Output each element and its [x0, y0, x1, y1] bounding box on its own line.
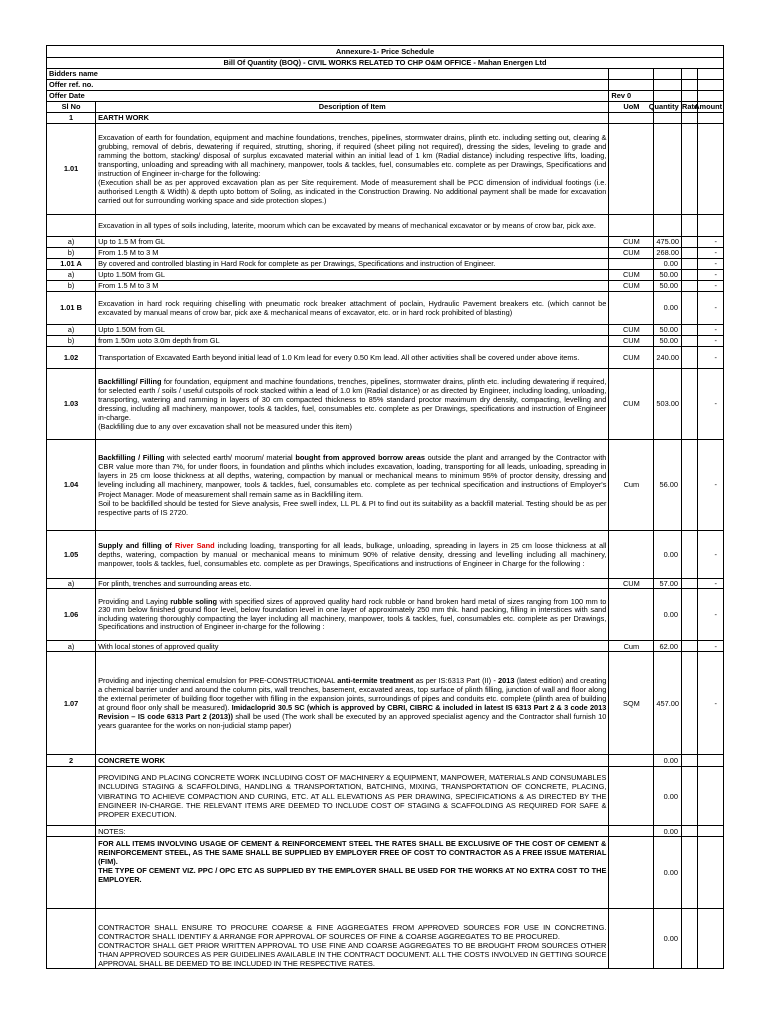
table-row: FOR ALL ITEMS INVOLVING USAGE OF CEMENT & REINFORCEMENT STEEL THE RATES SHALL BE EXCLUSIVE OF THE COST OF CEMENT & REINFORCEMENT STEEL, AS THE SAME SHALL BE SUPPLIED BY EMPLOYER FREE OF COST TO CONTRACTOR AS A FREE ISSUE MATERIAL (FIM). THE TYPE OF CEMENT VIZ. PPC / OPC ETC AS SUPPLIED BY THE EMPLOYER SHALL BE USED FOR THE WORKS AT NO EXTRA COST TO THE EMPLOYER. 0.00: [47, 837, 724, 909]
table-row: a) Up to 1.5 M from GL CUM 475.00 -: [47, 237, 724, 248]
section-row: 2 CONCRETE WORK 0.00: [47, 755, 724, 767]
offer-date-row: [47, 91, 724, 102]
table-row: a) For plinth, trenches and surrounding areas etc. CUM 57.00 -: [47, 579, 724, 589]
annexure-title: Annexure-1- Price Schedule: [47, 46, 724, 58]
table-row: 1.01 Excavation of earth for foundation, equipment and machine foundations, trenches, pipelines, stormwater drains, plinth etc. including setting out, clearing & grubbing, removal of debris, dewatering if required, strutting, shoring, if required (sheet piling not required), dressing the sides, leveling to grade and ramming the bottom, stacking/ disposal of surplus excavated material within an initial lead of 1 km (Radial distance) including respective lifts, loading, transporting, unloading and spreading with all machinery, manpower, tools & tackles, fuel, consumables etc. complete as per Drawings, Specifications and instruction of Engineer in-charge for the following: (Execution shall be as per approved excavation plan as per Site requirement. Mode of measurement shall be PCC dimension of individual footings (i.e. authorised Length & Width) & depth upto bottom of Soling, as indicated in the Construction Drawing. No additional payment shall be made for excavation carried out for surrounding working space and side protection slopes.): [47, 124, 724, 215]
col-description: Description of Item: [96, 102, 609, 113]
table-row: b) From 1.5 M to 3 M CUM 50.00 -: [47, 281, 724, 292]
bidders-name-row: [47, 69, 724, 80]
table-row: Excavation in all types of soils including, laterite, moorum which can be excavated by means of mechanical excavator or by means of crow bar, pick axe.: [47, 215, 724, 237]
table-row: PROVIDING AND PLACING CONCRETE WORK INCLUDING COST OF MACHINERY & EQUIPMENT, MANPOWER, MATERIALS AND CONSUMABLES INCLUDING STAGING & SCAFFOLDING, HANDLING & TRANSPORTATION, BATCHING, MIXING, TRANSPORTATION OF CONCRETE, PLACING, VIBRATING TO ACHIEVE COMPACTION AND CURING, ETC. AT ALL ELEVATIONS AS PER DRAWING, SPECIFICATIONS & AS DIRECTED BY THE ENGINEER IN-CHARGE. THE RELEVANT ITEMS ARE DEEMED TO INCLUDE COST OF STAGING & SCAFFOLDING AS REQUIRED FOR SAFE & PROPER EXECUTION. 0.00: [47, 767, 724, 826]
table-row: CONTRACTOR SHALL ENSURE TO PROCURE COARSE & FINE AGGREGATES FROM APPROVED SOURCES FOR USE IN CONCRETING. CONTRACTOR SHALL IDENTIFY & ARRANGE FOR APPROVAL OF SOURCES OF FINE & COARSE AGGREGATES TO BE PROCURED. CONTRACTOR SHALL GET PRIOR WRITTEN APPROVAL TO USE FINE AND COARSE AGGREGATES TO BE BROUGHT FROM SOURCES OTHER THAN APPROVED SOURCES AS PER GUIDELINES AVAILABLE IN THE CONTRACT DOCUMENT. ALL THE COSTS INVOLVED IN GETTING SOURCE APPROVAL SHALL BE DEEMED TO BE INCLUDED IN THE RESPECTIVE RATES. 0.00: [47, 909, 724, 969]
table-row: 1.04 Backfilling / Filling with selected earth/ moorum/ material bought from approved borrow areas outside the plant and arranged by the Contractor with CBR value more than 7%, for under floors, in foundation and plinths which includes excavation, loading, transporting for all leads, unloading, spreading in layers in 25 cm loose thickness at all depths, watering, compaction by manual or mechanical means to minimum 95% of proctor density, dressing and leveling including all machinery, manpower, tools & tackles, fuel, consumables etc. complete as per technical specification and instructions of Employer's Project Manager. Mode of measurement shall remain same as in Backfilling item. Soil to be backfilled should be tested for Sieve analysis, Free swell index, LL PL & PI to find out its suitability as a backfill material. Testing should be as per respective parts of IS 2720. Cum 56.00 -: [47, 440, 724, 531]
boq-title-row: [47, 58, 724, 69]
table-row: a) With local stones of approved quality Cum 62.00 -: [47, 641, 724, 652]
col-amount: Amount: [694, 102, 723, 112]
table-row: 1.05 Supply and filling of River Sand including loading, transporting for all leads, bulkage, unloading, spreading in layers in 25 cm loose thickness at all depths, watering, compaction by manual or mechanical means to minimum 90% of relative density, dressing and levelling including all machinery, manpower, tools & tackles, fuel, consumables etc. complete as per Drawings, Specifications and instructions of Engineer in Charge for the following : 0.00 -: [47, 531, 724, 579]
table-row: 1.02 Transportation of Excavated Earth beyond initial lead of 1.0 Km lead for every 0.50 Km lead. All other activities shall be covered under above items. CUM 240.00 -: [47, 347, 724, 369]
column-header-row: [47, 102, 724, 113]
revision-label: Rev 0: [609, 91, 654, 102]
boq-table: [46, 45, 724, 969]
annexure-row: [47, 46, 724, 58]
offer-ref-label: Offer ref. no.: [47, 80, 609, 91]
col-uom: UoM: [609, 102, 654, 113]
offer-date-label: Offer Date: [47, 91, 609, 102]
col-quantity: Quantity: [654, 102, 682, 113]
col-rate: Rate: [682, 102, 699, 112]
table-row: 1.06 Providing and Laying rubble soling with specified sizes of approved quality hard rock rubble or hand broken hard metal of sizes ranging from 100 mm to 230 mm below finished ground floor level, below foundation level in one layer of approximately 250 mm thk. hand packing, filling in interstices with sand including watering thoroughly compacting the layer including all machinery, manpower, tools & tackles, fuel, consumables etc. complete as per Drawings, Specifications and instruction of Engineer in-charge for the following : 0.00 -: [47, 589, 724, 641]
table-row: b) From 1.5 M to 3 M CUM 268.00 -: [47, 248, 724, 259]
table-row: a) Upto 1.50M from GL CUM 50.00 -: [47, 270, 724, 281]
table-row: 1.07 Providing and injecting chemical emulsion for PRE-CONSTRUCTIONAL anti-termite treatment as per IS:6313 Part (II) - 2013 (latest edition) and creating a chemical barrier under and around the column pits, wall trenches, basement, excavated areas, top surface of plinth filling, junction of wall and floor along the external perimeter of building floor together with filling in the expansion joints, surroundings of pipes and conduits etc. complete (plinth area of building at ground floor only shall be measured). Imidacloprid 30.5 SC (which is approved by CBRI, CIBRC & included in latest IS 6313 Part 2 & 3 code 2013 Revision – IS code 6313 Part 2 (2013)) shall be used (The work shall be executed by an approved specialist agency and the Contractor shall furnish 10 years guarantee for the works on non-judicial stamp paper) SQM 457.00 -: [47, 652, 724, 755]
bidders-name-label: Bidders name: [47, 69, 609, 80]
table-row: NOTES: 0.00: [47, 826, 724, 837]
table-row: 1.01 B Excavation in hard rock requiring chiselling with pneumatic rock breaker attachment of poclain, Hydraulic Pavement breakers etc. (which cannot be excavated by manual means of crow bar, pick axe & mechanical means of excavator, etc. or in hard rock prohibited of blasting) 0.00 -: [47, 292, 724, 325]
table-row: 1.03 Backfilling/ Filling for foundation, equipment and machine foundations, trenches, pipelines, stormwater drains, plinth etc. including dewatering if required, for selected earth / soils / useful cutspoils of rock stacked within a lead of 1.0 km (Radial distance) or as directed by Engineer, including loading, unloading, transporting, watering and ramming in layers of 30 cm compacted thickness to 85% standard proctor maximum dry density, compacting, levelling and dressing, including all machinery, manpower, tools & tackles, fuel, consumables etc. complete as per Drawings, specifications and instruction of Engineer in-charge. (Backfilling due to any over excavation shall not be measured under this item) CUM 503.00 -: [47, 369, 724, 440]
table-row: a) Upto 1.50M from GL CUM 50.00 -: [47, 325, 724, 336]
table-row: b) from 1.50m uoto 3.0m depth from GL CUM 50.00 -: [47, 336, 724, 347]
boq-title: Bill Of Quantity (BOQ) - CIVIL WORKS RELATED TO CHP O&M OFFICE - Mahan Energen Ltd: [47, 58, 724, 69]
table-row: 1.01 A By covered and controlled blasting in Hard Rock for complete as per Drawings, Specifications and instruction of Engineer. 0.00 -: [47, 259, 724, 270]
section-row: 1 EARTH WORK: [47, 113, 724, 124]
col-sl-no: Sl No: [47, 102, 96, 113]
offer-ref-row: [47, 80, 724, 91]
